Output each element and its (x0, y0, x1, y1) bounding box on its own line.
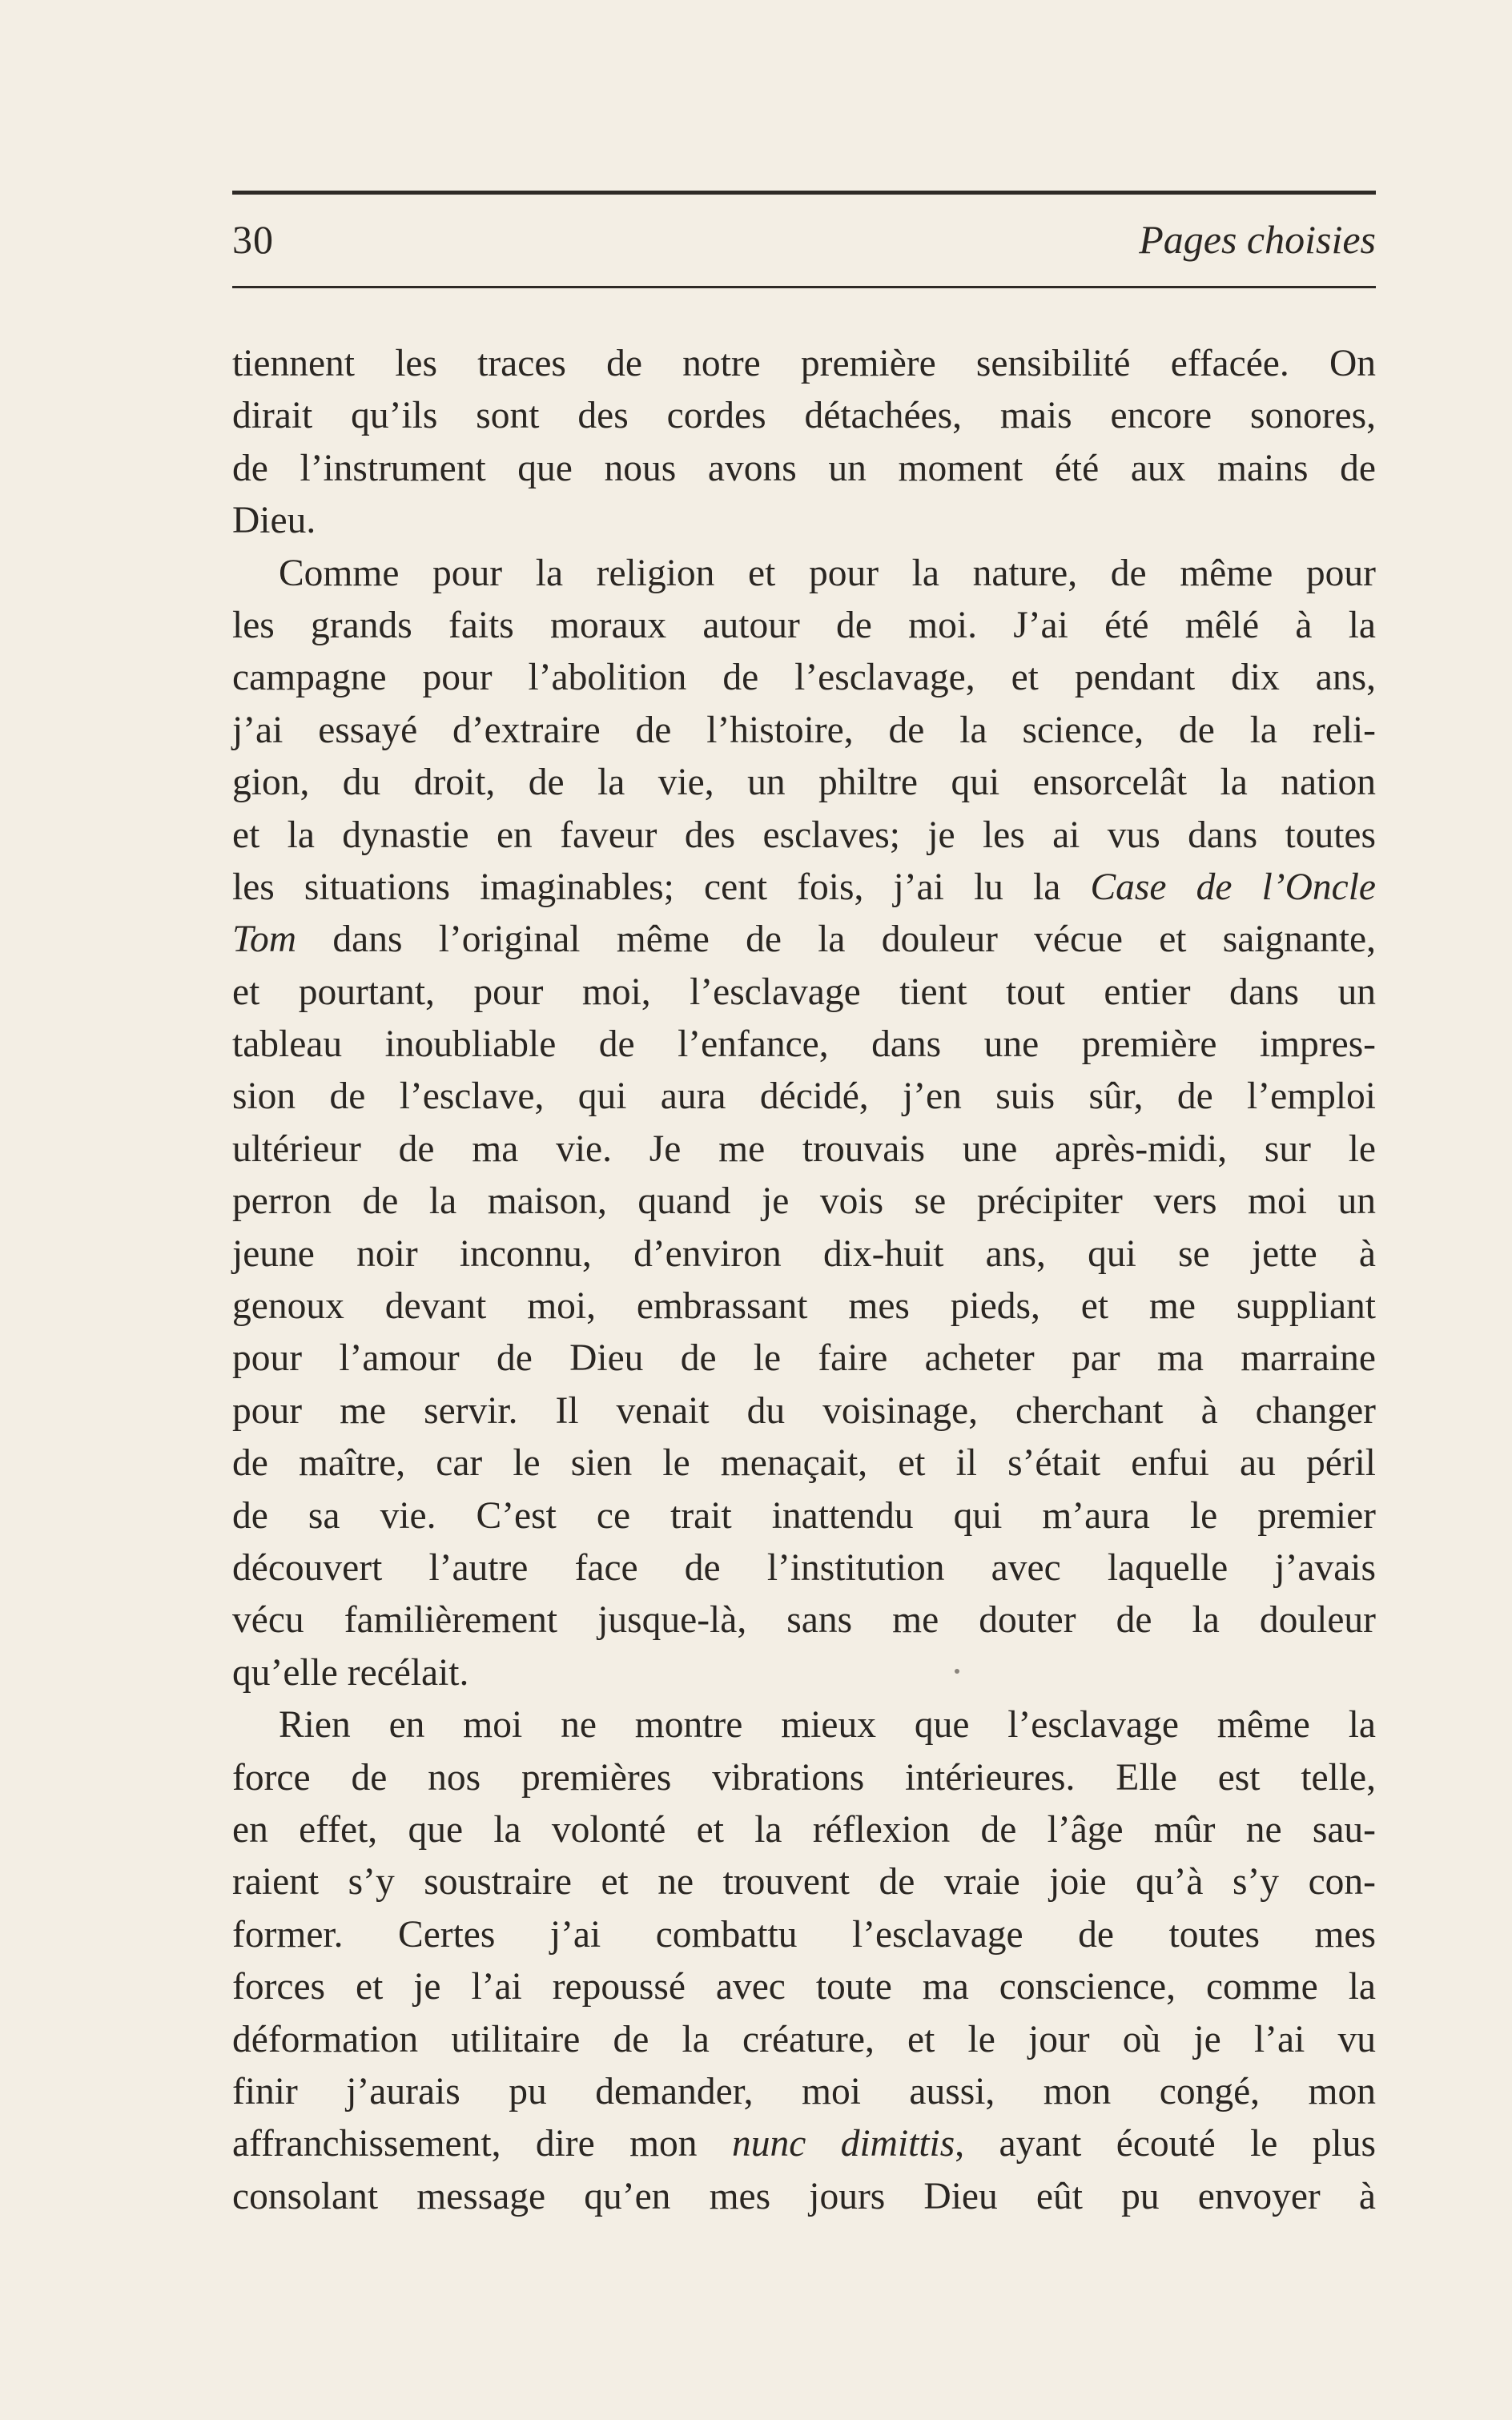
book-title-italic: Case de l’Oncle (1090, 866, 1376, 908)
header-bottom-rule (232, 286, 1376, 288)
text-segment: affranchissement, dire mon (232, 2123, 732, 2165)
text-line: tiennent les traces de notre première sensibilité effacée. On (232, 343, 1376, 384)
text-line: pour l’amour de Dieu de le faire acheter par ma marraine (232, 1337, 1376, 1380)
text-line (232, 862, 1376, 914)
text-line: sion de l’esclave, qui aura décidé, j’en suis sûr, de l’emploi (232, 1075, 1376, 1118)
text-line: et pourtant, pour moi, l’esclavage tient tout entier dans un (232, 971, 1376, 1013)
page-header (232, 210, 1376, 274)
text-segment: les situations imaginables; cent fois, j’ai lu la (232, 866, 1091, 908)
body-text (232, 338, 1376, 2223)
text-line: gion, du droit, de la vie, un philtre qui ensorcelât la nation (232, 762, 1376, 804)
text-line: campagne pour l’abolition de l’esclavage, et pendant dix ans, (232, 657, 1376, 699)
text-line (232, 914, 1376, 966)
text-line: dirait qu’ils sont des cordes détachées, mais encore sonores, (232, 395, 1376, 437)
text-line: les grands faits moraux autour de moi. J’ai été mêlé à la (232, 604, 1376, 646)
text-line: force de nos premières vibrations intérieures. Elle est telle, (232, 1756, 1376, 1799)
text-line: jeune noir inconnu, d’environ dix-huit ans, qui se jette à (232, 1232, 1376, 1275)
text-line: de l’instrument que nous avons un moment été aux mains de (232, 447, 1376, 489)
text-segment: , ayant écouté le plus (955, 2123, 1376, 2165)
page-number: 30 (232, 217, 274, 262)
text-line: finir j’aurais pu demander, moi aussi, mon congé, mon (232, 2070, 1376, 2112)
text-line: en effet, que la volonté et la réflexion de l’âge mûr ne sau- (232, 1808, 1376, 1851)
header-top-rule (232, 191, 1376, 195)
text-line: vécu familièrement jusque-là, sans me douter de la douleur (232, 1599, 1376, 1642)
text-line: forces et je l’ai repoussé avec toute ma conscience, comme la (232, 1966, 1376, 2008)
text-line: ultérieur de ma vie. Je me trouvais une après-midi, sur le (232, 1128, 1376, 1170)
text-line: Comme pour la religion et pour la nature, de même pour (279, 552, 1376, 594)
paper-speck (955, 1669, 959, 1674)
text-segment: dans l’original même de la douleur vécue et saignante, (332, 919, 1377, 961)
text-line: découvert l’autre face de l’institution avec laquelle j’avais (232, 1546, 1376, 1589)
text-line: de maître, car le sien le menaçait, et il s’était enfui au péril (232, 1442, 1376, 1485)
text-line: j’ai essayé d’extraire de l’histoire, de la science, de la reli- (232, 709, 1376, 751)
latin-phrase-italic: nunc dimittis (731, 2123, 955, 2165)
text-line: Dieu. (232, 500, 316, 542)
text-line: genoux devant moi, embrassant mes pieds, et me suppliant (232, 1285, 1376, 1328)
running-head: Pages choisies (1139, 217, 1376, 262)
text-line: Rien en moi ne montre mieux que l’esclavage même la (279, 1704, 1376, 1747)
text-line: raient s’y soustraire et ne trouvent de vraie joie qu’à s’y con- (232, 1861, 1376, 1903)
text-line (232, 2118, 1376, 2170)
text-line: pour me servir. Il venait du voisinage, cherchant à changer (232, 1389, 1376, 1432)
text-line: et la dynastie en faveur des esclaves; je les ai vus dans toutes (232, 814, 1376, 856)
text-line: déformation utilitaire de la créature, et le jour où je l’ai vu (232, 2018, 1376, 2060)
text-line: perron de la maison, quand je vois se précipiter vers moi un (232, 1180, 1376, 1223)
text-line: de sa vie. C’est ce trait inattendu qui m’aura le premier (232, 1494, 1376, 1537)
book-title-italic: Tom (232, 919, 297, 961)
text-line: qu’elle recélait. (232, 1651, 469, 1694)
text-line: former. Certes j’ai combattu l’esclavage de toutes mes (232, 1913, 1376, 1956)
text-line: tableau inoubliable de l’enfance, dans une première impres- (232, 1023, 1376, 1066)
text-line: consolant message qu’en mes jours Dieu eût pu envoyer à (232, 2175, 1376, 2217)
